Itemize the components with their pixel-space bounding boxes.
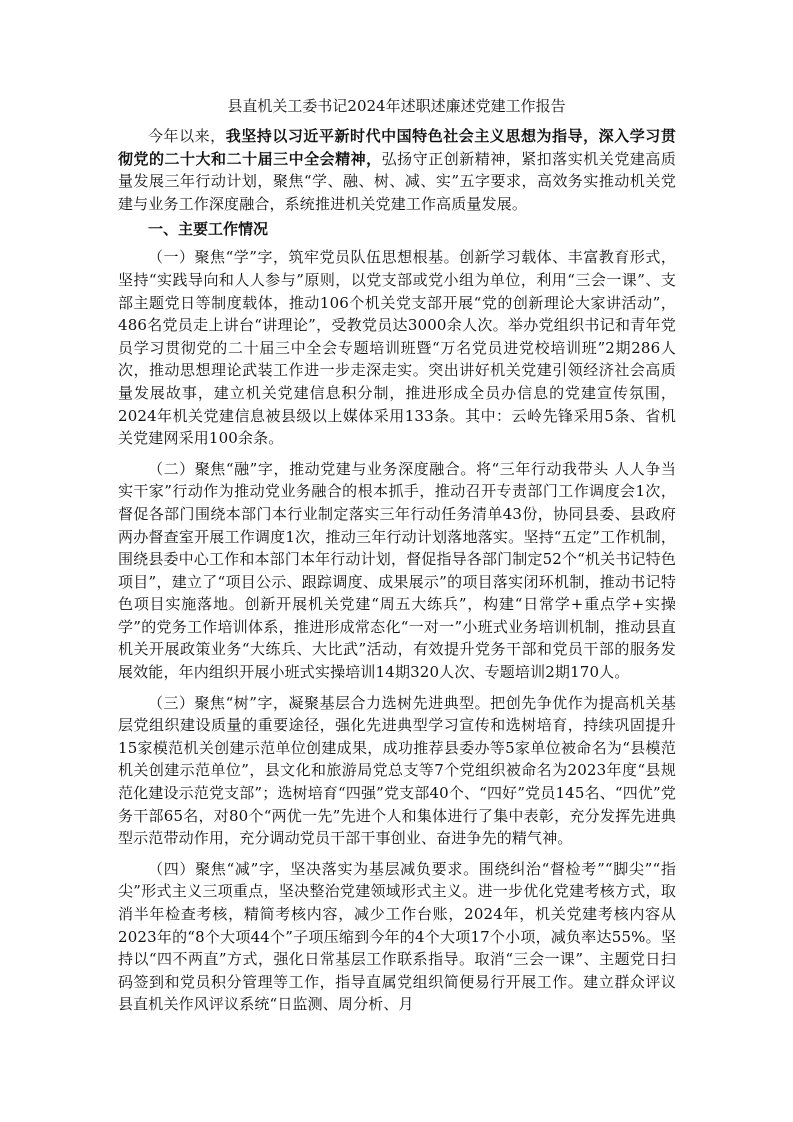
intro-bold-text: 我坚持以习近平新时代中国特色社会主义思想为指导，深入学习贯彻党的二十大和二十届三中全会精神， (118, 127, 676, 168)
intro-prefix: 今年以来， (148, 127, 226, 145)
intro-rest: 弘扬守正创新精神，紧扣落实机关党建高质量发展三年行动计划，聚焦“学、融、树、减、实”五字要求，高效务实推动机关党建与业务工作深度融合，系统推进机关党建工作高质量发展。 (118, 149, 676, 213)
paragraph-xue: （一）聚焦“学”字，筑牢党员队伍思想根基。创新学习载体、丰富教育形式，坚持“实践导向和人人参与”原则，以党支部或党小组为单位，利用“三会一课”、支部主题党日等制度载体，推动106个机关党支部开展“党的创新理论大家讲活动”，486名党员走上讲台“讲理论”，受教党员达3000余人次。举办党组织书记和青年党员学习贯彻党的二十届三中全会专题培训班暨“万名党员进党校培训班”2期286人次，推动思想理论武装工作进一步走深走实。突出讲好机关党建引领经济社会高质量发展故事，建立机关党建信息积分制，推进形成全员办信息的党建宣传氛围，2024年机关党建信息被县级以上媒体采用133条。其中：云岭先锋采用5条、省机关党建网采用100余条。 (118, 248, 676, 448)
paragraph-jian: （四）聚焦“减”字，坚决落实为基层减负要求。围绕纠治“督检考”“脚尖”“指尖”形式主义三项重点，坚决整治党建领域形式主义。进一步优化党建考核方式，取消半年检查考核，精简考核内容，减少工作台账，2024年，机关党建考核内容从2023年的“8个大项44个”子项压缩到今年的4个大项17个小项，减负率达55%。坚持以“四不两直”方式，强化日常基层工作联系指导。取消“三会一课”、主题党日扫码签到和党员积分管理等工作，指导直属党组织简便易行开展工作。建立群众评议县直机关作风评议系统“日监测、周分析、月 (118, 859, 676, 1014)
intro-paragraph (118, 125, 676, 215)
section-heading: 一、主要工作情况 (148, 220, 269, 239)
paragraph-shu: （三）聚焦“树”字，凝聚基层合力选树先进典型。把创先争优作为提高机关基层党组织建设质量的重要途径，强化先进典型学习宣传和选树培育，持续巩固提升15家模范机关创建示范单位创建成果，成功推荐县委办等5家单位被命名为“县模范机关创建示范单位”，县文化和旅游局党总支等7个党组织被命名为2023年度“县规范化建设示范党支部”；选树培育“四强”党支部40个、“四好”党员145名、“四优”党务干部65名，对80个“两优一先”先进个人和集体进行了集中表彰，充分发挥先进典型示范带动作用，充分调动党员干部干事创业、奋进争先的精气神。 (118, 693, 676, 848)
paragraph-rong: （二）聚焦“融”字，推动党建与业务深度融合。将“三年行动我带头 人人争当实干家”行动作为推动党业务融合的根本抓手，推动召开专责部门工作调度会1次，督促各部门围绕本部门本行业制定落实三年行动任务清单43份，协同县委、县政府两办督查室开展工作调度1次，推动三年行动计划落地落实。坚持“五定”工作机制，围绕县委中心工作和本部门本年行动计划，督促指导各部门制定52个“机关书记特色项目”，建立了“项目公示、跟踪调度、成果展示”的项目落实闭环机制，推动书记特色项目实施落地。创新开展机关党建“周五大练兵”，构建“日常学+重点学+实操学”的党务工作培训体系，推进形成常态化“一对一”小班式业务培训机制，推动县直机关开展政策业务“大练兵、大比武”活动，有效提升党务干部和党员干部的服务发展效能，年内组织开展小班式实操培训14期320人次、专题培训2期170人。 (118, 459, 676, 682)
document-title: 县直机关工委书记2024年述职述廉述党建工作报告 (227, 97, 566, 115)
document-body (118, 125, 676, 1024)
